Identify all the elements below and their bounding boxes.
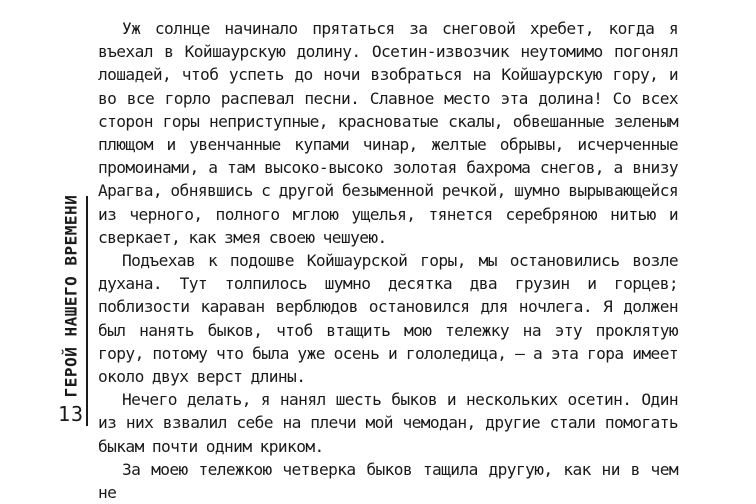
- page-margin: [58, 196, 84, 426]
- paragraph: Нечего делать, я нанял шесть быков и нескольких осетин. Один из них взвалил себе на плечи мой чемодан, другие стали помогать быкам почти одним криком.: [98, 390, 678, 456]
- margin-rule: [86, 196, 88, 426]
- paragraph: Уж солнце начинало прятаться за снеговой хребет, когда я въехал в Койшаурскую долину. Осетин-извозчик неутомимо погонял лошадей, чтоб успеть до ночи взобраться на Койшаурскую гору, и во все горло распевал песни. Славное место эта долина! Со всех сторон горы неприступные, красноватые скалы, обвешанные зеленым плющом и увенчанные купами чинар, желтые обрывы, исчерченные промоинами, а там высоко-высоко золотая бахрома снегов, а внизу Арагва, обнявшись с другой безыменной речкой, шумно вырывающейся из черного, полного мглою ущелья, тянется серебряною нитью и сверкает, как змея своею чешуею.: [98, 19, 678, 247]
- paragraph: Подъехав к подошве Койшаурской горы, мы остановились возле духана. Тут толпилось шумно десятка два грузин и горцев; поблизости караван верблюдов остановился для ночлега. Я должен был нанять быков, чтоб втащить мою тележку на эту проклятую гору, потому что была уже осень и гололедица, — а эта гора имеет около двух верст длины.: [98, 251, 678, 387]
- running-head: ГЕРОЙ НАШЕГО ВРЕМЕНИ: [61, 194, 81, 398]
- page-number: 13: [58, 402, 85, 426]
- paragraph: За моею тележкою четверка быков тащила другую, как ни в чем не: [98, 459, 678, 503]
- body-text: [98, 17, 678, 504]
